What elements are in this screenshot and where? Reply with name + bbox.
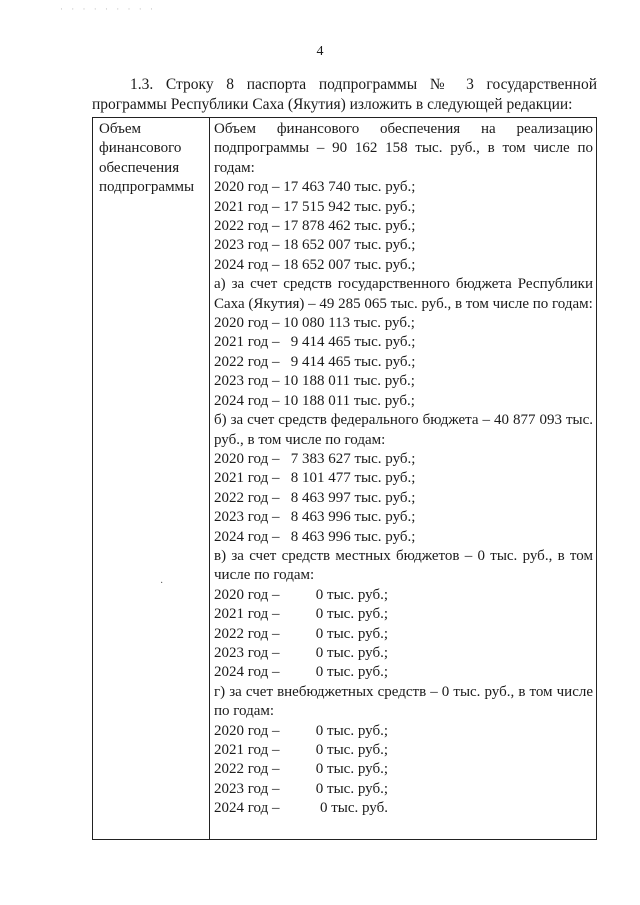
year-amount-line: 2021 год – 8 101 477 тыс. руб.; <box>214 470 416 487</box>
intro-text: 1.3. Строку 8 паспорта подпрограммы № 3 государственной программы Республики Саха (Якутия) изложить в следующей редакции: <box>92 76 597 113</box>
passport-table <box>92 117 597 840</box>
offbudget-years-list <box>214 722 593 819</box>
year-amount-line <box>214 605 593 624</box>
year-amount-line: 2020 год – 10 080 113 тыс. руб.; <box>214 315 415 332</box>
year-label: 2022 год – <box>214 625 280 642</box>
year-label: 2020 год – <box>214 586 280 603</box>
amount-label: 0 тыс. руб.; <box>315 606 388 623</box>
year-amount-line: 2022 год – 9 414 465 тыс. руб.; <box>214 353 416 370</box>
year-amount-line: 2021 год – 17 515 942 тыс. руб.; <box>214 198 416 215</box>
local-budget-text: в) за счет средств местных бюджетов – 0 тыс. руб., в том числе по годам: <box>214 547 593 584</box>
year-amount-line <box>214 644 593 663</box>
row-label-cell: Объем финансового обеспечения подпрограммы <box>99 121 195 196</box>
year-amount-line: 2023 год – 8 463 996 тыс. руб.; <box>214 509 416 526</box>
year-amount-line: 2024 год – 8 463 996 тыс. руб.; <box>214 528 416 545</box>
year-amount-line <box>214 663 593 682</box>
amount-label: 0 тыс. руб.; <box>315 780 388 797</box>
year-amount-line <box>214 625 593 644</box>
local-years-list <box>214 586 593 683</box>
year-amount-line: 2022 год – 8 463 997 тыс. руб.; <box>214 489 416 506</box>
year-amount-line <box>214 760 593 779</box>
year-amount-line: 2020 год – 17 463 740 тыс. руб.; <box>214 179 416 196</box>
row-content-cell <box>214 120 593 819</box>
year-label: 2020 год – <box>214 722 280 739</box>
total-years-list <box>214 178 593 275</box>
year-label: 2024 год – <box>214 800 280 817</box>
scan-speck: · <box>160 578 164 589</box>
amount-label: 0 тыс. руб.; <box>315 586 388 603</box>
year-amount-line: 2023 год – 18 652 007 тыс. руб.; <box>214 237 416 254</box>
year-label: 2024 год – <box>214 664 280 681</box>
year-amount-line <box>214 722 593 741</box>
year-amount-line <box>214 780 593 799</box>
year-label: 2022 год – <box>214 761 280 778</box>
year-label: 2023 год – <box>214 644 280 661</box>
state-years-list <box>214 314 593 411</box>
year-amount-line <box>214 741 593 760</box>
page-number: 4 <box>316 44 324 59</box>
year-amount-line: 2024 год – 18 652 007 тыс. руб.; <box>214 256 416 273</box>
amount-label: 0 тыс. руб.; <box>315 625 388 642</box>
federal-years-list <box>214 450 593 547</box>
amount-label: 0 тыс. руб. <box>319 800 388 817</box>
amount-label: 0 тыс. руб.; <box>315 761 388 778</box>
amount-label: 0 тыс. руб.; <box>315 742 388 758</box>
year-label: 2023 год – <box>214 780 280 797</box>
total-funding-text: Объем финансового обеспечения на реализацию подпрограммы – 90 162 158 тыс. руб., в том числе по годам: <box>214 121 593 176</box>
year-label: 2021 год – <box>214 742 280 758</box>
federal-budget-text: б) за счет средств федерального бюджета – 40 877 093 тыс. руб., в том числе по годам: <box>214 412 593 448</box>
column-divider <box>209 118 210 839</box>
year-amount-line: 2020 год – 7 383 627 тыс. руб.; <box>214 450 416 467</box>
state-budget-text: а) за счет средств государственного бюджета Республики Саха (Якутия) – 49 285 065 тыс. руб., в том числе по годам: <box>214 276 593 312</box>
year-amount-line: 2024 год – 10 188 011 тыс. руб.; <box>214 392 415 409</box>
year-amount-line <box>214 799 593 818</box>
year-amount-line: 2021 год – 9 414 465 тыс. руб.; <box>214 334 416 351</box>
year-amount-line: 2022 год – 17 878 462 тыс. руб.; <box>214 218 416 235</box>
year-amount-line: 2023 год – 10 188 011 тыс. руб.; <box>214 373 415 390</box>
scan-artifact: · · · · · · · · · <box>60 4 156 14</box>
amount-label: 0 тыс. руб.; <box>315 722 388 739</box>
intro-paragraph <box>92 75 597 115</box>
offbudget-text: г) за счет внебюджетных средств – 0 тыс. руб., в том числе по годам: <box>214 683 593 720</box>
amount-label: 0 тыс. руб.; <box>315 664 388 681</box>
amount-label: 0 тыс. руб.; <box>315 644 388 661</box>
year-label: 2021 год – <box>214 606 280 623</box>
year-amount-line <box>214 586 593 605</box>
